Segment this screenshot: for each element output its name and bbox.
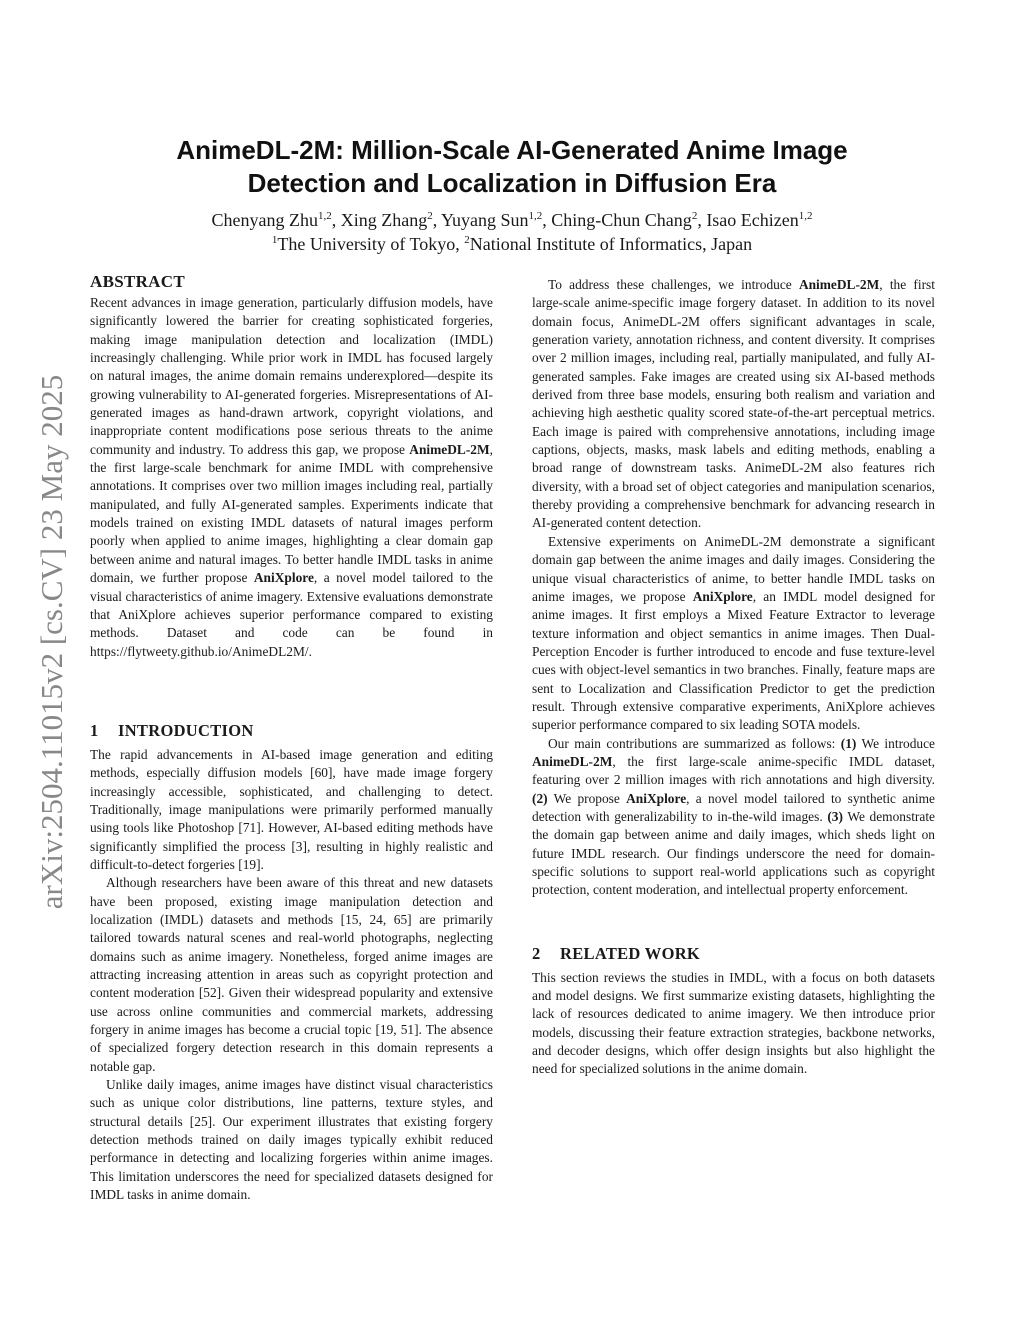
text-run: To address these challenges, we introduce — [548, 277, 799, 292]
text-run: Extensive experiments on AnimeDL-2M demonstrate a significant domain gap between the anime images and daily images. Considering the unique visual characteristics of anime, to better handle IMDL tasks on anime images, we propose — [532, 533, 935, 604]
contribution-marker: (1) — [840, 735, 857, 751]
section-number: 2 — [532, 943, 541, 963]
abstract-heading: ABSTRACT — [90, 272, 185, 291]
title-line-2: Detection and Localization in Diffusion Era — [247, 168, 777, 198]
model-name: AniXplore — [626, 790, 687, 806]
paper-title — [0, 134, 1024, 200]
text-run: , an IMDL model designed for anime images. It first employs a Mixed Feature Extractor to leverage texture information and object semantics in anime images. Then Dual-Perception Encoder is further introduced to encode and fuse texture-level cues with object-level semantics in two branches. Finally, feature maps are sent to Localization and Classification Predictor to get the prediction result. Through extensive comparative experiments, AniXplore achieves superior performance compared to six leading SOTA models. — [532, 588, 935, 733]
related-work-heading — [532, 944, 935, 964]
text-run: , a novel model tailored to the visual characteristics of anime imagery. Extensive evaluations demonstrate that AniXplore achieves superior performance compared to existing methods. Dataset and code can be found in https://flytweety.github.io/AnimeDL2M/. — [90, 570, 493, 659]
text-run: , the first large-scale anime-specific image forgery dataset. In addition to its novel domain focus, AnimeDL-2M offers significant advantages in scale, generation variety, annotation richness, and content diversity. It comprises over 2 million images, including real, partially manipulated, and fully AI-generated samples. Fake images are created using six AI-based methods derived from three base models, ensuring both realism and variation and achieving high aesthetic quality scored state-of-the-art perceptual metrics. Each image is paired with comprehensive annotations, including image captions, objects, masks, mask labels and editing methods, enabling a broad range of downstream tasks. AnimeDL-2M also features rich diversity, with a broad set of object categories and manipulation scenarios, thereby providing a comprehensive benchmark for advancing research in AI-generated content detection. — [532, 277, 935, 531]
author-name: Ching-Chun Chang — [551, 210, 692, 230]
author-affiliation: 1,2 — [798, 210, 813, 222]
author-name: Chenyang Zhu — [211, 210, 318, 230]
contribution-marker: (2) — [532, 790, 548, 806]
contributions-paragraph — [532, 735, 935, 900]
text-run: , the first large-scale benchmark for anime IMDL with comprehensive annotations. It comprises over two million images including real, partially manipulated, and fully AI-generated samples. Experiments indicate that models trained on existing IMDL datasets of natural images perform poorly when applied to anime images, highlighting a clear domain gap between anime and natural images. To better handle IMDL tasks in anime domain, we further propose — [90, 441, 493, 586]
model-name: AniXplore — [692, 588, 753, 604]
paragraph — [532, 533, 935, 735]
abstract-body — [90, 294, 493, 661]
paragraph — [532, 276, 935, 533]
section-title: INTRODUCTION — [118, 720, 254, 740]
author-name: Xing Zhang — [340, 210, 428, 230]
paragraph: Unlike daily images, anime images have distinct visual characteristics such as unique color distributions, line patterns, texture styles, and structural details [25]. Our experiment illustrates that existing forgery detection methods trained on daily images typically exhibit reduced performance in detecting and localizing forgeries within anime images. This limitation underscores the need for specialized datasets designed for IMDL tasks in anime domain. — [90, 1077, 493, 1203]
model-name: AniXplore — [253, 570, 314, 586]
author-name: Isao Echizen — [706, 210, 799, 230]
paragraph: The rapid advancements in AI-based image generation and editing methods, especially diffusion models [60], have made image forgery increasingly accessible, sophisticated, and challenging to detect. Traditionally, image manipulations were primarily performed manually using tools like Photoshop [71]. However, AI-based editing methods have significantly simplified the process [3], resulting in highly realistic and difficult-to-detect forgeries [19]. — [90, 746, 493, 872]
introduction-section — [90, 721, 493, 1205]
dataset-name: AnimeDL-2M — [409, 441, 490, 457]
text-run: Recent advances in image generation, particularly diffusion models, have significantly lowered the barrier for creating sophisticated forgeries, making image manipulation detection and localization (IMDL) increasingly challenging. While prior work in IMDL has focused largely on natural images, the anime domain remains underexplored—despite its growing vulnerability to AI-generated forgeries. Misrepresentations of AI-generated images as hand-drawn artwork, copyright violations, and inappropriate content modifications pose serious threats to the anime community and industry. To address this gap, we propose — [90, 295, 493, 457]
paragraph: This section reviews the studies in IMDL, with a focus on both datasets and model designs. We first summarize existing datasets, highlighting the lack of resources dedicated to anime imagery. We then introduce prior models, discussing their feature extraction strategies, backbone networks, and decoder designs, which offer design insights but also highlight the need for specialized solutions in the anime domain. — [532, 969, 935, 1077]
right-column — [532, 276, 935, 1079]
text-run: , a novel model tailored to synthetic anime detection with generalizability to in-the-wild images. — [532, 790, 935, 824]
affiliation-list — [0, 232, 1024, 256]
section-number: 1 — [90, 720, 99, 740]
text-run: We propose — [547, 790, 627, 806]
affiliation-name: National Institute of Informatics, Japan — [469, 234, 753, 254]
affiliation-mark: 1 — [271, 234, 278, 246]
paragraph: Although researchers have been aware of this threat and new datasets have been proposed, existing image manipulation detection and localization (IMDL) datasets and methods [15, 24, 65] are primarily tailored towards natural scenes and real-world photographs, neglecting domains such as anime imagery. Nonetheless, forged anime images are attracting increasing attention in areas such as copyright protection and content moderation [52]. Given their widespread popularity and extensive use across online communities and commercial markets, addressing forgery in anime images has become a crucial topic [19, 51]. The absence of specialized forgery detection research in this domain represents a notable gap. — [90, 875, 493, 1074]
text-run: Our main contributions are summarized as follows: — [548, 735, 841, 751]
text-run: We demonstrate the domain gap between anime and daily images, which sheds light on future IMDL research. Our findings underscore the need for domain-specific solutions to support real-world applications such as copyright protection, content moderation, and intellectual property enforcement. — [532, 808, 935, 898]
abstract-section — [90, 272, 493, 661]
author-list: Chenyang Zhu$^{1,2}$, Xing Zhang$^2$, Yuyang Sun$^{1,2}$, Ching-Chun Chang$^2$, Isao Echizen$^{1,2}$ — [211, 210, 813, 230]
affiliation-name: The University of Tokyo, — [277, 234, 465, 254]
author-affiliation: 1,2 — [528, 210, 543, 222]
related-work-section — [532, 944, 935, 1079]
dataset-name: AnimeDL-2M — [532, 753, 613, 769]
author-block — [0, 208, 1024, 256]
section-title: RELATED WORK — [560, 943, 701, 963]
arxiv-identifier: arXiv:2504.11015v2 [cs.CV] 23 May 2025 — [34, 374, 69, 910]
author-affiliation: 2 — [427, 210, 433, 222]
affiliation-mark: 2 — [464, 234, 470, 246]
title-line-1: AnimeDL-2M: Million-Scale AI-Generated Anime Image — [176, 135, 848, 165]
author-affiliation: 1,2 — [317, 210, 332, 222]
text-run: , the first large-scale anime-specific IMDL dataset, featuring over 2 million images with rich annotations and high diversity. — [532, 753, 935, 788]
dataset-name: AnimeDL-2M — [798, 277, 880, 292]
introduction-heading — [90, 721, 493, 741]
left-column — [90, 272, 493, 1204]
contribution-marker: (3) — [827, 808, 843, 824]
text-run: We introduce — [856, 735, 936, 751]
author-name: Yuyang Sun — [441, 210, 529, 230]
author-affiliation: 2 — [691, 210, 698, 222]
